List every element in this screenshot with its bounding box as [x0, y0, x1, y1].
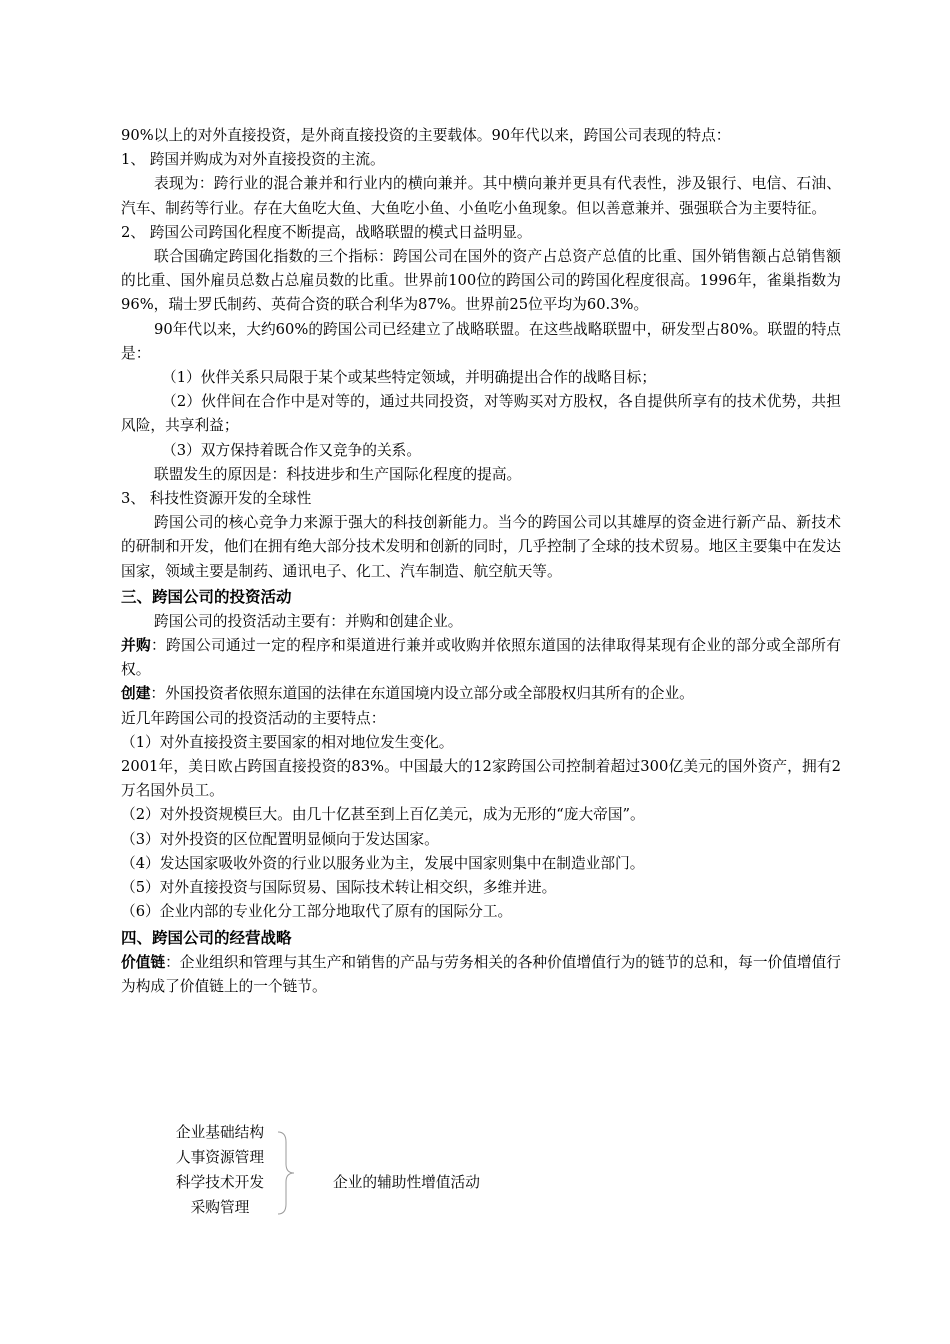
create-text: ：外国投资者依照东道国的法律在东道国境内设立部分或全部股权归其所有的企业。 [150, 685, 694, 703]
diagram-item: 人事资源管理 [175, 1149, 265, 1166]
feature-6: （6）企业内部的专业化分工部分地取代了原有的国际分工。 [121, 903, 513, 921]
merger-text: ：跨国公司通过一定的程序和渠道进行兼并或收购并依照东道国的法律取得某现有企业的部分或全部所有权。 [121, 637, 841, 679]
point-3-body: 跨国公司的核心竞争力来源于强大的科技创新能力。当今的跨国公司以其雄厚的资金进行新产品、新技术的研制和开发，他们在拥有绝大部分技术发明和创新的同时，几乎控制了全球的技术贸易。地区主要集中在发达国家，领域主要是制药、通讯电子、化工、汽车制造、航空航天等。 [121, 514, 841, 580]
document-body [121, 124, 841, 999]
value-chain-definition [121, 951, 841, 999]
diagram-item: 科学技术开发 [175, 1174, 265, 1191]
feature-1-detail: 2001年，美日欧占跨国直接投资的83%。中国最大的12家跨国公司控制着超过300亿美元的国外资产，拥有2万名国外员工。 [121, 758, 841, 800]
point-1-heading: 1、 跨国并购成为对外直接投资的主流。 [121, 151, 385, 169]
feature-1: （1）对外直接投资主要国家的相对地位发生变化。 [121, 733, 454, 751]
feature-3: （3）对外投资的区位配置明显倾向于发达国家。 [121, 830, 439, 848]
point-3-heading: 3、 科技性资源开发的全球性 [121, 490, 312, 508]
point-2-body: 联合国确定跨国化指数的三个指标：跨国公司在国外的资产占总资产总值的比重、国外销售额占总销售额的比重、国外雇员总数占总雇员数的比重。世界前100位的跨国公司的跨国化程度很高。1996年，雀巢指数为96%，瑞士罗氏制药、英荷合资的联合利华为87%。世界前25位平均为60.3%。 [121, 248, 841, 314]
value-chain-diagram [0, 1120, 950, 1220]
create-term: 创建 [121, 685, 151, 703]
section-3-intro: 跨国公司的投资活动主要有：并购和创建企业。 [154, 612, 463, 630]
feature-4: （4）发达国家吸收外资的行业以服务业为主，发展中国家则集中在制造业部门。 [121, 854, 645, 872]
create-definition [121, 682, 841, 706]
section-4-title: 四、跨国公司的经营战略 [121, 928, 292, 947]
merger-definition [121, 634, 841, 682]
alliance-feature-2: （2）伙伴间在合作中是对等的，通过共同投资，对等购买对方股权，各自提供所享有的技术优势，共担风险，共享利益； [121, 393, 841, 435]
support-activities-list [160, 1120, 280, 1220]
alliance-feature-3: （3）双方保持着既合作又竞争的关系。 [162, 441, 422, 459]
feature-5: （5）对外直接投资与国际贸易、国际技术转让相交织，多维并进。 [121, 879, 557, 897]
features-intro: 近几年跨国公司的投资活动的主要特点： [121, 709, 386, 727]
point-1-body: 表现为：跨行业的混合兼并和行业内的横向兼并。其中横向兼并更具有代表性，涉及银行、电信、石油、汽车、制药等行业。存在大鱼吃大鱼、大鱼吃小鱼、小鱼吃小鱼现象。但以善意兼并、强强联合为主要特征。 [121, 175, 841, 217]
right-brace-icon [274, 1130, 298, 1216]
diagram-label: 企业的辅助性增值活动 [333, 1174, 480, 1191]
value-chain-text: ：企业组织和管理与其生产和销售的产品与劳务相关的各种价值增值行为的链节的总和，每一价值增值行为构成了价值链上的一个链节。 [121, 953, 841, 995]
diagram-item: 采购管理 [190, 1199, 250, 1216]
point-2-heading: 2、 跨国公司跨国化程度不断提高，战略联盟的模式日益明显。 [121, 223, 532, 241]
alliance-paragraph: 90年代以来，大约60%的跨国公司已经建立了战略联盟。在这些战略联盟中，研发型占80%。联盟的特点是： [121, 320, 841, 362]
diagram-item: 企业基础结构 [175, 1124, 265, 1141]
alliance-feature-1: （1）伙伴关系只局限于某个或某些特定领域，并明确提出合作的战略目标； [162, 369, 657, 387]
merger-term: 并购 [121, 637, 152, 655]
paragraph-intro: 90%以上的对外直接投资，是外商直接投资的主要载体。90年代以来，跨国公司表现的特点： [121, 127, 731, 144]
alliance-cause: 联盟发生的原因是：科技进步和生产国际化程度的提高。 [154, 465, 522, 483]
value-chain-term: 价值链 [121, 953, 166, 971]
feature-2: （2）对外投资规模巨大。由几十亿甚至到上百亿美元，成为无形的“庞大帝国”。 [121, 806, 645, 824]
section-3-title: 三、跨国公司的投资活动 [121, 587, 292, 606]
